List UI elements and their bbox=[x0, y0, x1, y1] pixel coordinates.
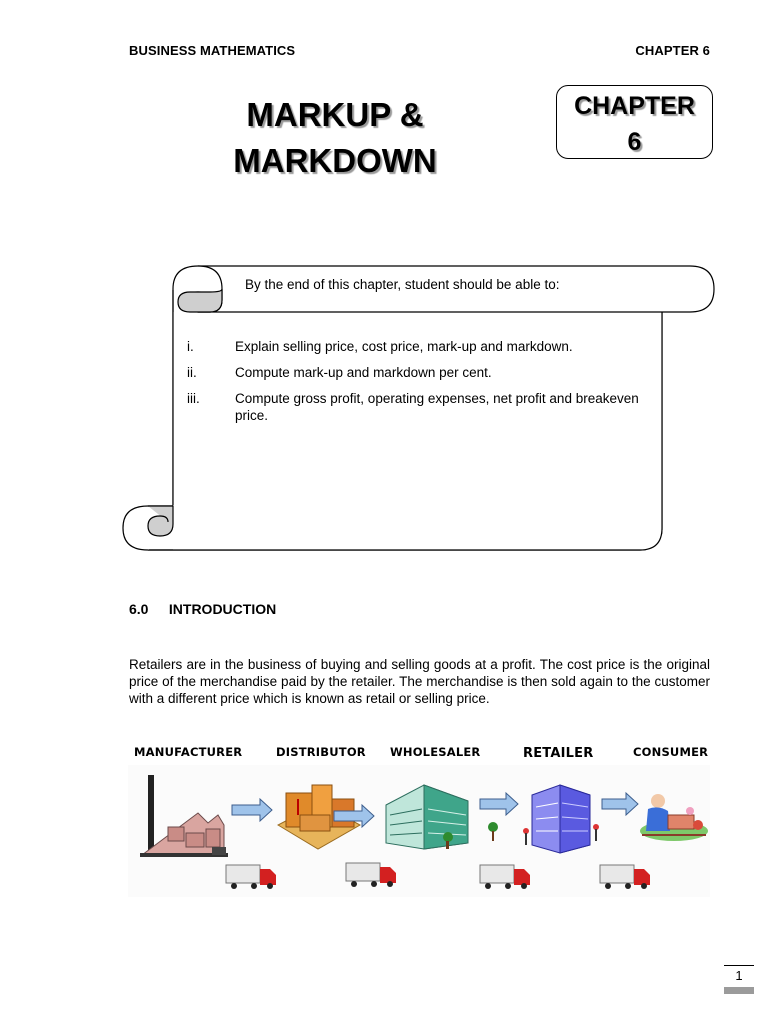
objective-number: i. bbox=[187, 339, 194, 354]
page-number-rule bbox=[724, 965, 754, 966]
objectives-list bbox=[187, 338, 657, 433]
objective-text: Compute gross profit, operating expenses, net profit and breakeven price. bbox=[235, 391, 639, 423]
running-header-chapter: CHAPTER 6 bbox=[635, 43, 710, 58]
section-heading bbox=[129, 601, 276, 617]
section-title: INTRODUCTION bbox=[168, 601, 277, 617]
page-number-bar bbox=[724, 987, 754, 994]
stage-label-retailer: RETAILER bbox=[523, 746, 594, 761]
objective-number: iii. bbox=[187, 391, 200, 406]
page-number: 1 bbox=[735, 968, 743, 983]
chapter-title-line-2: MARKDOWN bbox=[233, 142, 437, 179]
running-header-title: BUSINESS MATHEMATICS bbox=[129, 43, 296, 58]
stage-label-wholesaler: WHOLESALER bbox=[390, 745, 481, 759]
retailer-building-icon bbox=[523, 785, 599, 853]
intro-paragraph: Retailers are in the business of buying and selling goods at a profit. The cost price is the original price of the merchandise paid by the retailer. The merchandise is then sold again to the customer with a different price which is known as retail or selling price. bbox=[129, 657, 710, 706]
objective-text: Compute mark-up and markdown per cent. bbox=[235, 365, 492, 380]
objective-number: ii. bbox=[187, 365, 197, 380]
chapter-badge-label: CHAPTER bbox=[574, 92, 695, 120]
stage-label-manufacturer: MANUFACTURER bbox=[134, 745, 243, 759]
objectives-intro: By the end of this chapter, student should be able to: bbox=[245, 277, 560, 292]
chapter-title-line-1: MARKUP & bbox=[246, 96, 424, 133]
objective-text: Explain selling price, cost price, mark-up and markdown. bbox=[235, 339, 573, 354]
chapter-badge-number: 6 bbox=[627, 128, 642, 156]
stage-label-distributor: DISTRIBUTOR bbox=[276, 745, 366, 759]
objective-item bbox=[187, 364, 657, 381]
objective-item bbox=[187, 390, 657, 424]
supply-chain-illustration bbox=[128, 765, 710, 897]
section-number: 6.0 bbox=[129, 601, 149, 617]
objective-item bbox=[187, 338, 657, 355]
stage-label-consumer: CONSUMER bbox=[633, 745, 709, 759]
